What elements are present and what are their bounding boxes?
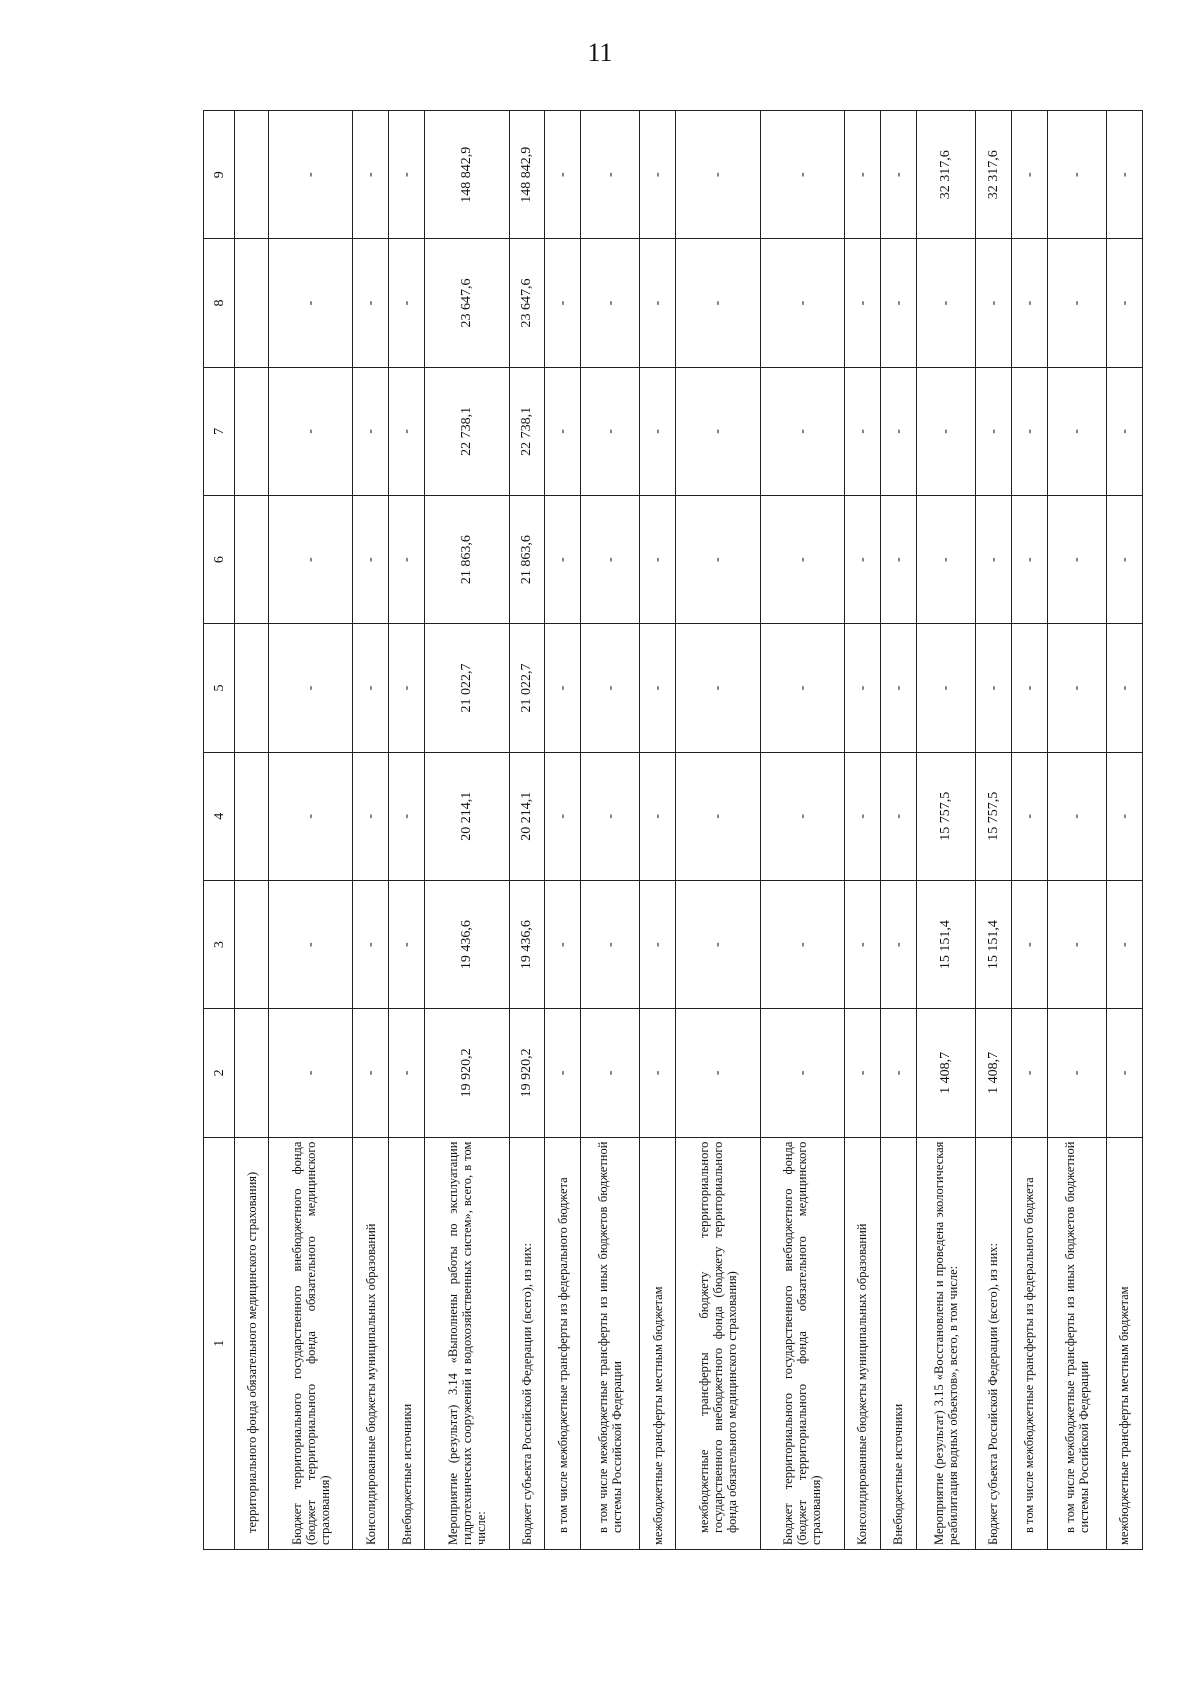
cell-value: -	[844, 239, 880, 367]
cell-value: -	[353, 367, 389, 495]
cell-value: -	[880, 880, 916, 1008]
cell-value: -	[353, 111, 389, 239]
cell-value: -	[389, 496, 425, 624]
cell-value: -	[581, 111, 640, 239]
cell-value: -	[640, 367, 676, 495]
table-row	[425, 111, 509, 1550]
cell-value	[235, 367, 269, 495]
cell-value: -	[844, 496, 880, 624]
cell-value	[235, 624, 269, 752]
cell-value: -	[545, 752, 581, 880]
cell-value: -	[1106, 367, 1142, 495]
cell-value: -	[353, 752, 389, 880]
cell-value: -	[1106, 496, 1142, 624]
cell-value: -	[676, 1009, 760, 1137]
cell-value: -	[1047, 1009, 1106, 1137]
cell-value: 21 022,7	[509, 624, 545, 752]
cell-value: -	[269, 367, 353, 495]
cell-value: 1 408,7	[975, 1009, 1011, 1137]
cell-value	[235, 880, 269, 1008]
row-label: Консолидированные бюджеты муниципальных образований	[353, 1137, 389, 1549]
row-label: в том числе межбюджетные трансферты из федерального бюджета	[545, 1137, 581, 1549]
cell-value: -	[760, 624, 844, 752]
cell-value: -	[389, 624, 425, 752]
cell-value: -	[1011, 880, 1047, 1008]
cell-value: -	[269, 1009, 353, 1137]
cell-value: -	[844, 624, 880, 752]
cell-value: -	[353, 880, 389, 1008]
cell-value: -	[581, 880, 640, 1008]
cell-value: 23 647,6	[425, 239, 509, 367]
cell-value: 32 317,6	[975, 111, 1011, 239]
cell-value: 15 757,5	[975, 752, 1011, 880]
cell-value: -	[844, 880, 880, 1008]
cell-value: -	[880, 496, 916, 624]
cell-value: -	[1011, 111, 1047, 239]
cell-value: -	[676, 752, 760, 880]
cell-value: -	[389, 367, 425, 495]
cell-value: -	[545, 367, 581, 495]
row-label: в том числе межбюджетные трансферты из иных бюджетов бюджетной системы Российской Федерации	[581, 1137, 640, 1549]
table-row	[844, 111, 880, 1550]
cell-value: -	[545, 880, 581, 1008]
cell-value: 148 842,9	[509, 111, 545, 239]
cell-value: -	[1047, 367, 1106, 495]
cell-value: 15 151,4	[975, 880, 1011, 1008]
cell-value: -	[640, 239, 676, 367]
table-row	[975, 111, 1011, 1550]
budget-table-rotated	[203, 110, 1143, 1550]
cell-value: -	[880, 111, 916, 239]
cell-value: -	[581, 496, 640, 624]
cell-value: -	[545, 111, 581, 239]
cell-value: -	[389, 880, 425, 1008]
cell-value: -	[640, 752, 676, 880]
cell-value: 15 151,4	[916, 880, 975, 1008]
cell-value: 19 436,6	[425, 880, 509, 1008]
row-label: Мероприятие (результат) 3.15 «Восстановлены и проведена экологическая реабилитация водных объектов», всего, в том числе:	[916, 1137, 975, 1549]
cell-value: 22 738,1	[425, 367, 509, 495]
cell-value: -	[1106, 624, 1142, 752]
column-header-6: 6	[204, 496, 235, 624]
cell-value: -	[916, 367, 975, 495]
cell-value: -	[353, 239, 389, 367]
cell-value: -	[353, 496, 389, 624]
cell-value: -	[1047, 624, 1106, 752]
cell-value: -	[389, 1009, 425, 1137]
column-header-9: 9	[204, 111, 235, 239]
cell-value: -	[269, 111, 353, 239]
cell-value	[235, 752, 269, 880]
row-label: межбюджетные трансферты местным бюджетам	[640, 1137, 676, 1549]
cell-value: 21 022,7	[425, 624, 509, 752]
cell-value: -	[880, 239, 916, 367]
row-label: межбюджетные трансферты бюджету территориального государственного внебюджетного фонда (бюджету территориального фонда обязательного медицинского страхования)	[676, 1137, 760, 1549]
table-row	[353, 111, 389, 1550]
cell-value: -	[269, 239, 353, 367]
row-label: Внебюджетные источники	[880, 1137, 916, 1549]
table-row	[1011, 111, 1047, 1550]
cell-value: -	[676, 367, 760, 495]
cell-value: -	[1047, 752, 1106, 880]
cell-value: -	[880, 752, 916, 880]
table-row	[545, 111, 581, 1550]
cell-value: -	[916, 239, 975, 367]
cell-value: -	[1047, 880, 1106, 1008]
cell-value: -	[844, 1009, 880, 1137]
cell-value: -	[1106, 111, 1142, 239]
cell-value: -	[1011, 1009, 1047, 1137]
cell-value: -	[916, 496, 975, 624]
cell-value: 21 863,6	[509, 496, 545, 624]
cell-value: -	[581, 1009, 640, 1137]
table-row	[640, 111, 676, 1550]
table-row	[581, 111, 640, 1550]
cell-value: -	[880, 367, 916, 495]
cell-value: -	[1106, 239, 1142, 367]
cell-value: -	[760, 496, 844, 624]
cell-value: -	[581, 752, 640, 880]
cell-value: -	[581, 239, 640, 367]
column-header-3: 3	[204, 880, 235, 1008]
cell-value: -	[975, 367, 1011, 495]
cell-value: -	[1106, 752, 1142, 880]
cell-value: -	[1106, 880, 1142, 1008]
cell-value: -	[975, 239, 1011, 367]
header-row	[204, 111, 235, 1550]
cell-value: -	[353, 1009, 389, 1137]
cell-value: -	[640, 496, 676, 624]
row-label: Консолидированные бюджеты муниципальных образований	[844, 1137, 880, 1549]
cell-value: -	[1011, 367, 1047, 495]
cell-value: 20 214,1	[509, 752, 545, 880]
cell-value: -	[269, 880, 353, 1008]
cell-value: -	[1047, 111, 1106, 239]
cell-value: -	[676, 880, 760, 1008]
row-label: Бюджет территориального государственного внебюджетного фонда (бюджет территориального фонда обязательного медицинского страхования)	[760, 1137, 844, 1549]
cell-value: -	[975, 624, 1011, 752]
column-header-1: 1	[204, 1137, 235, 1549]
cell-value: -	[545, 239, 581, 367]
row-label: Бюджет субъекта Российской Федерации (всего), из них:	[975, 1137, 1011, 1549]
cell-value: -	[676, 111, 760, 239]
cell-value: 22 738,1	[509, 367, 545, 495]
table-row	[880, 111, 916, 1550]
row-label: в том числе межбюджетные трансферты из иных бюджетов бюджетной системы Российской Федерации	[1047, 1137, 1106, 1549]
cell-value: 19 920,2	[509, 1009, 545, 1137]
table-row	[509, 111, 545, 1550]
cell-value: -	[676, 496, 760, 624]
column-header-5: 5	[204, 624, 235, 752]
table-row	[1106, 111, 1142, 1550]
cell-value: 20 214,1	[425, 752, 509, 880]
cell-value: -	[389, 239, 425, 367]
cell-value: -	[545, 1009, 581, 1137]
cell-value: -	[581, 624, 640, 752]
cell-value: -	[1011, 624, 1047, 752]
cell-value: -	[269, 496, 353, 624]
table-row	[269, 111, 353, 1550]
cell-value: -	[1011, 752, 1047, 880]
cell-value: -	[880, 624, 916, 752]
cell-value: -	[844, 111, 880, 239]
cell-value: -	[760, 752, 844, 880]
cell-value: -	[353, 624, 389, 752]
row-label: Мероприятие (результат) 3.14 «Выполнены работы по эксплуатации гидротехнических сооружений и водохозяйственных систем», всего, в том числе:	[425, 1137, 509, 1549]
row-label: Бюджет субъекта Российской Федерации (всего), из них:	[509, 1137, 545, 1549]
cell-value: 1 408,7	[916, 1009, 975, 1137]
cell-value: -	[760, 111, 844, 239]
cell-value: -	[760, 367, 844, 495]
cell-value: 19 436,6	[509, 880, 545, 1008]
page-number: 11	[587, 38, 613, 67]
row-label: в том числе межбюджетные трансферты из федерального бюджета	[1011, 1137, 1047, 1549]
cell-value: 19 920,2	[425, 1009, 509, 1137]
cell-value: -	[1047, 496, 1106, 624]
cell-value: -	[269, 752, 353, 880]
table-row	[1047, 111, 1106, 1550]
cell-value: -	[1011, 239, 1047, 367]
cell-value: 21 863,6	[425, 496, 509, 624]
column-header-8: 8	[204, 239, 235, 367]
cell-value	[235, 1009, 269, 1137]
cell-value: -	[760, 1009, 844, 1137]
cell-value: -	[880, 1009, 916, 1137]
cell-value	[235, 239, 269, 367]
cell-value: -	[545, 624, 581, 752]
cell-value: 23 647,6	[509, 239, 545, 367]
cell-value: 15 757,5	[916, 752, 975, 880]
cell-value: -	[1011, 496, 1047, 624]
cell-value: -	[640, 880, 676, 1008]
cell-value: -	[975, 496, 1011, 624]
row-label: Внебюджетные источники	[389, 1137, 425, 1549]
cell-value: -	[676, 239, 760, 367]
cell-value: -	[545, 496, 581, 624]
table-row	[676, 111, 760, 1550]
cell-value: -	[760, 880, 844, 1008]
table-row	[389, 111, 425, 1550]
cell-value: -	[389, 752, 425, 880]
table-body	[235, 111, 1143, 1550]
cell-value: -	[676, 624, 760, 752]
table-row	[235, 111, 269, 1550]
cell-value: -	[640, 1009, 676, 1137]
cell-value: -	[640, 111, 676, 239]
cell-value: -	[844, 752, 880, 880]
cell-value: 32 317,6	[916, 111, 975, 239]
row-label: межбюджетные трансферты местным бюджетам	[1106, 1137, 1142, 1549]
cell-value: -	[389, 111, 425, 239]
cell-value: -	[581, 367, 640, 495]
column-header-2: 2	[204, 1009, 235, 1137]
cell-value: -	[760, 239, 844, 367]
table-row	[760, 111, 844, 1550]
cell-value: -	[640, 624, 676, 752]
cell-value: -	[844, 367, 880, 495]
cell-value	[235, 496, 269, 624]
cell-value: -	[916, 624, 975, 752]
cell-value: -	[1047, 239, 1106, 367]
column-header-7: 7	[204, 367, 235, 495]
budget-table	[203, 110, 1143, 1550]
column-header-4: 4	[204, 752, 235, 880]
cell-value	[235, 111, 269, 239]
cell-value: -	[1106, 1009, 1142, 1137]
cell-value: 148 842,9	[425, 111, 509, 239]
row-label: территориального фонда обязательного медицинского страхования)	[235, 1137, 269, 1549]
table-row	[916, 111, 975, 1550]
row-label: Бюджет территориального государственного внебюджетного фонда (бюджет территориального фонда обязательного медицинского страхования)	[269, 1137, 353, 1549]
cell-value: -	[269, 624, 353, 752]
